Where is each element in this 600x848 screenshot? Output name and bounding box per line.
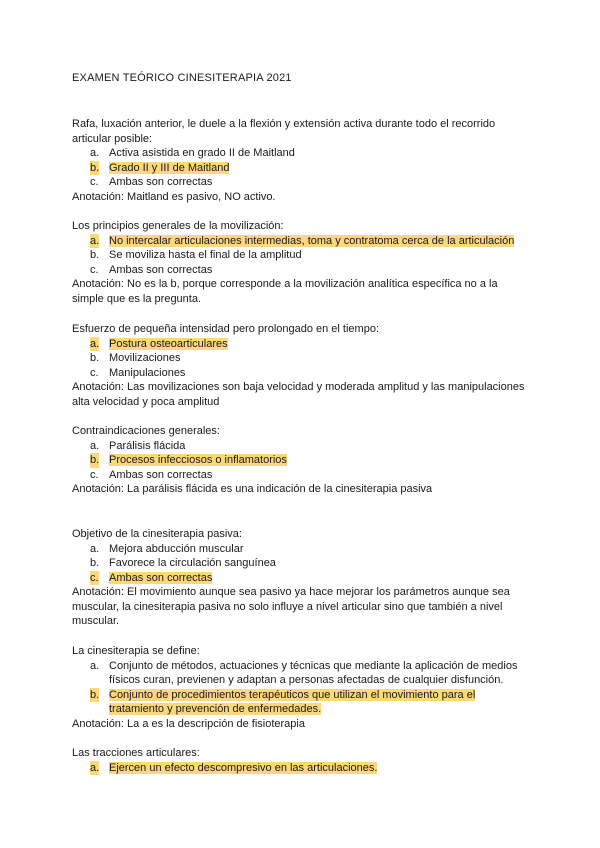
option-item xyxy=(72,175,532,190)
option-letter: a. xyxy=(90,337,100,350)
question-block xyxy=(72,117,532,204)
option-letter: a. xyxy=(90,147,100,159)
option-letter: c. xyxy=(90,571,99,584)
option-item xyxy=(72,556,532,571)
option-item-correct xyxy=(72,688,532,717)
option-text: Se moviliza hasta el final de la amplitud xyxy=(109,249,302,261)
annotation: Anotación: No es la b, porque corresponde a la movilización analítica específica no a la simple que es la pregunta. xyxy=(72,278,498,305)
option-item xyxy=(72,146,532,161)
option-text-highlighted: No intercalar articulaciones intermedias, toma y contratoma cerca de la articulación xyxy=(109,234,515,247)
option-item-correct xyxy=(72,453,532,468)
option-letter: c. xyxy=(90,366,99,379)
option-text-highlighted: Conjunto de procedimientos terapéuticos que utilizan el movimiento para el tratamiento y prevención de enfermedades. xyxy=(109,688,476,715)
question-block xyxy=(72,322,532,409)
option-item xyxy=(72,468,532,483)
question-stem: La cinesiterapia se define: xyxy=(72,645,200,657)
question-block xyxy=(72,424,532,497)
question-stem: Contraindicaciones generales: xyxy=(72,425,220,437)
question-stem: Esfuerzo de pequeña intensidad pero prolongado en el tiempo: xyxy=(72,323,380,335)
option-text: Movilizaciones xyxy=(109,352,181,364)
option-letter: b. xyxy=(90,454,100,466)
option-item xyxy=(72,366,532,381)
option-item xyxy=(72,439,532,454)
option-letter: a. xyxy=(90,542,100,555)
question-block xyxy=(72,644,532,731)
option-text: Ambas son correctas xyxy=(109,176,213,188)
option-text: Mejora abducción muscular xyxy=(109,542,244,555)
option-text-highlighted: Procesos infecciosos o inflamatorios xyxy=(109,454,287,466)
option-letter: a. xyxy=(90,761,100,774)
annotation: Anotación: Maitland es pasivo, NO activo. xyxy=(72,190,276,203)
option-letter: b. xyxy=(90,249,100,261)
option-letter: b. xyxy=(90,352,100,364)
option-letter: a. xyxy=(90,234,100,247)
options-list xyxy=(72,761,532,776)
question-stem: Las tracciones articulares: xyxy=(72,747,200,759)
option-text: Conjunto de métodos, actuaciones y técnicas que mediante la aplicación de medios físicos curan, previenen y adaptan a personas afectadas de cualquier disfunción. xyxy=(109,659,518,686)
option-item-correct xyxy=(72,234,532,249)
annotation: Anotación: Las movilizaciones son baja velocidad y moderada amplitud y las manipulaciones alta velocidad y poca amplitud xyxy=(72,381,525,408)
question-block xyxy=(72,527,532,629)
option-text: Manipulaciones xyxy=(109,366,186,379)
question-stem: Rafa, luxación anterior, le duele a la flexión y extensión activa durante todo el recorrido articular posible: xyxy=(72,118,496,145)
question-block xyxy=(72,219,532,306)
option-text-highlighted: Grado II y III de Maitland xyxy=(109,161,230,174)
option-letter: b. xyxy=(90,557,100,569)
question-stem: Objetivo de la cinesiterapia pasiva: xyxy=(72,528,242,540)
annotation: Anotación: La parálisis flácida es una indicación de la cinesiterapia pasiva xyxy=(72,483,433,495)
options-list xyxy=(72,146,532,190)
page-title: EXAMEN TEÓRICO CINESITERAPIA 2021 xyxy=(72,72,292,84)
option-text-highlighted: Postura osteoarticulares xyxy=(109,337,228,350)
option-item-correct xyxy=(72,161,532,176)
option-letter: c. xyxy=(90,263,99,276)
option-letter: a. xyxy=(90,659,100,672)
option-item xyxy=(72,248,532,263)
option-item-correct xyxy=(72,761,532,776)
options-list xyxy=(72,337,532,381)
option-letter: c. xyxy=(90,176,99,188)
annotation: Anotación: El movimiento aunque sea pasivo ya hace mejorar los parámetros aunque sea muscular, la cinesiterapia pasiva no solo influye a nivel articular sino que también a nivel muscular. xyxy=(72,586,510,627)
question-stem: Los principios generales de la movilización: xyxy=(72,220,284,232)
options-list xyxy=(72,659,532,717)
option-text: Ambas son correctas xyxy=(109,263,213,276)
option-item xyxy=(72,351,532,366)
options-list xyxy=(72,542,532,586)
option-letter: b. xyxy=(90,161,100,174)
option-item xyxy=(72,263,532,278)
question-block xyxy=(72,746,532,775)
options-list xyxy=(72,234,532,278)
option-letter: b. xyxy=(90,688,100,701)
option-item xyxy=(72,542,532,557)
option-item-correct xyxy=(72,337,532,352)
option-text: Favorece la circulación sanguínea xyxy=(109,557,276,569)
annotation: Anotación: La a es la descripción de fisioterapia xyxy=(72,717,305,730)
option-text-highlighted: Ejercen un efecto descompresivo en las articulaciones. xyxy=(109,761,378,774)
option-letter: a. xyxy=(90,439,100,452)
option-text-highlighted: Ambas son correctas xyxy=(109,571,213,584)
option-item-correct xyxy=(72,571,532,586)
option-text: Parálisis flácida xyxy=(109,439,186,452)
option-text: Activa asistida en grado II de Maitland xyxy=(109,147,295,159)
option-text: Ambas son correctas xyxy=(109,468,213,481)
option-letter: c. xyxy=(90,468,99,481)
option-item xyxy=(72,659,532,688)
options-list xyxy=(72,439,532,483)
